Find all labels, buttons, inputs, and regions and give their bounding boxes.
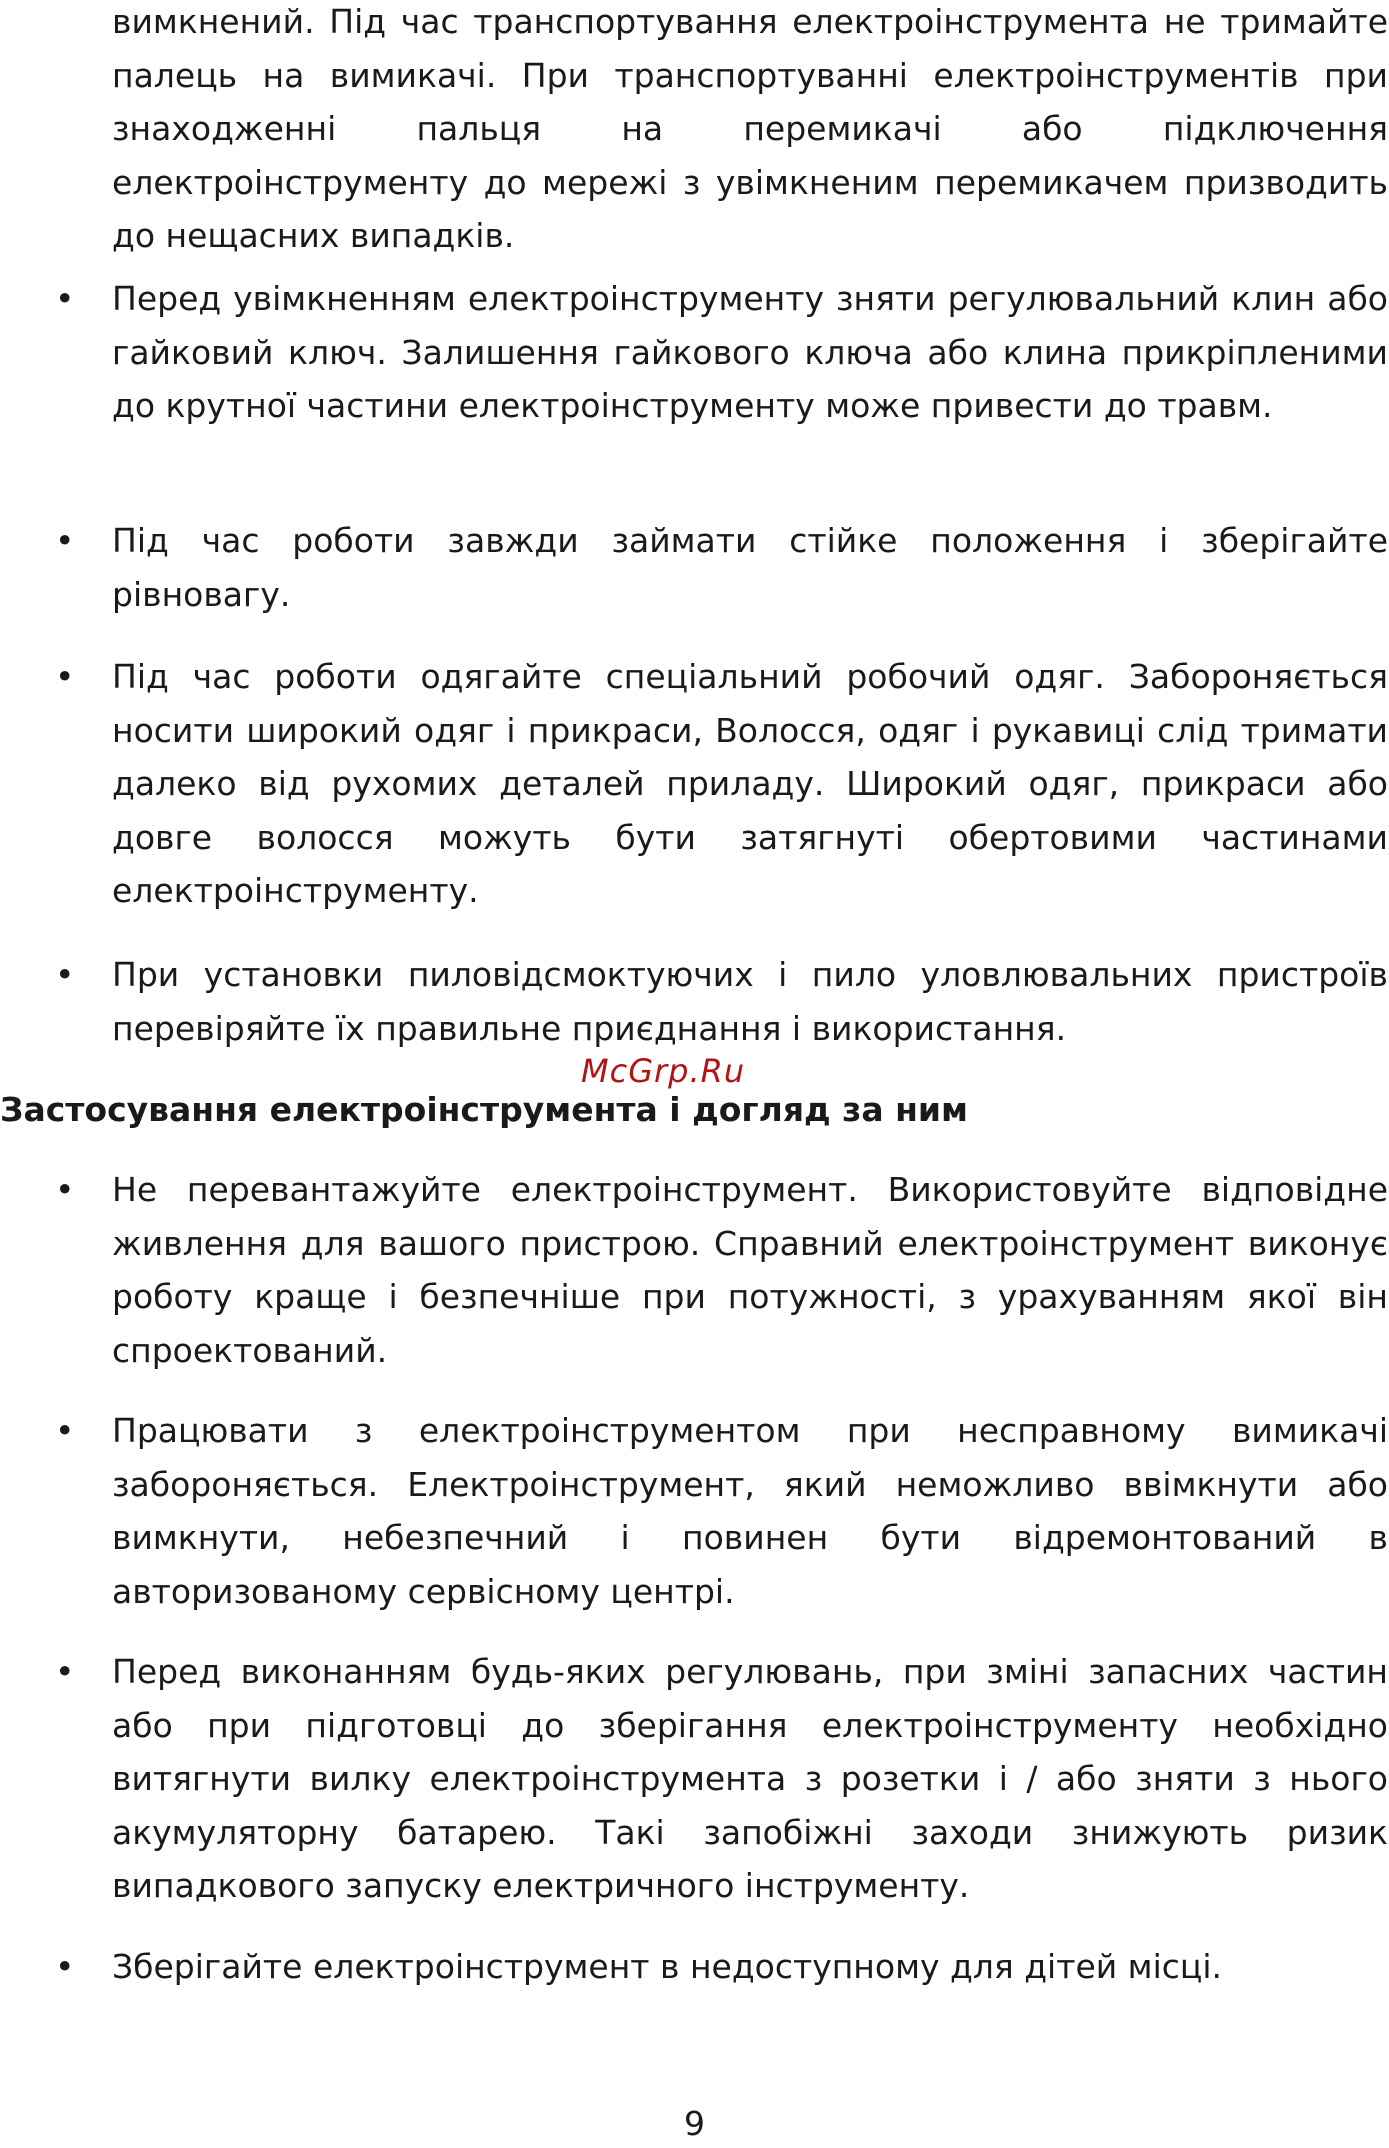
bullet-icon: • bbox=[55, 279, 75, 318]
section-heading: Застосування електроінструмента і догляд за ним bbox=[0, 1090, 968, 1129]
list-item: Під час роботи одягайте спеціальний робочий одяг. Забороняється носити широкий одяг і прикраси, Волосся, одяг і рукавиці слід тримати далеко від рухомих деталей приладу. Широкий одяг, прикраси або довге волосся можуть бути затягнуті обертовими частинами електроінструменту. bbox=[112, 657, 1388, 910]
page-number: 9 bbox=[684, 2104, 705, 2143]
bullet-icon: • bbox=[55, 521, 75, 560]
bullet-icon: • bbox=[55, 657, 75, 696]
list-item: При установки пиловідсмоктуючих і пило уловлювальних пристроїв перевіряйте їх правильне приєднання і використання. bbox=[112, 955, 1388, 1048]
bullet-icon: • bbox=[55, 1652, 75, 1691]
list-item: Не перевантажуйте електроінструмент. Використовуйте відповідне живлення для вашого пристрою. Справний електроінструмент виконує роботу краще і безпечніше при потужності, з урахуванням якої він спроектований. bbox=[112, 1170, 1388, 1370]
list-item: Перед виконанням будь-яких регулювань, при зміні запасних частин або при підготовці до зберігання електроінструменту необхідно витягнути вилку електроінструмента з розетки і / або зняти з нього акумуляторну батарею. Такі запобіжні заходи знижують ризик випадкового запуску електричного інструменту. bbox=[112, 1652, 1388, 1905]
list-item: Під час роботи завжди займати стійке положення і зберігайте рівновагу. bbox=[112, 521, 1388, 614]
intro-paragraph: вимкнений. Під час транспортування електроінструмента не тримайте палець на вимикачі. При транспортуванні електроінструментів при знаходженні пальця на перемикачі або підключення електроінструменту до мережі з увімкненим перемикачем призводить до нещасних випадків. bbox=[112, 2, 1388, 255]
bullet-icon: • bbox=[55, 1170, 75, 1209]
bullet-icon: • bbox=[55, 1411, 75, 1450]
bullet-icon: • bbox=[55, 1947, 75, 1986]
watermark: McGrp.Ru bbox=[581, 1052, 746, 1090]
list-item: Працювати з електроінструментом при несправному вимикачі забороняється. Електроінструмент, який неможливо ввімкнути або вимкнути, небезпечний і повинен бути відремонтований в авторизованому сервісному центрі. bbox=[112, 1411, 1388, 1611]
list-item: Перед увімкненням електроінструменту зняти регулювальний клин або гайковий ключ. Залишення гайкового ключа або клина прикріпленими до крутної частини електроінструменту може привести до травм. bbox=[112, 279, 1388, 425]
list-item: Зберігайте електроінструмент в недоступному для дітей місці. bbox=[112, 1947, 1223, 1986]
bullet-icon: • bbox=[55, 955, 75, 994]
